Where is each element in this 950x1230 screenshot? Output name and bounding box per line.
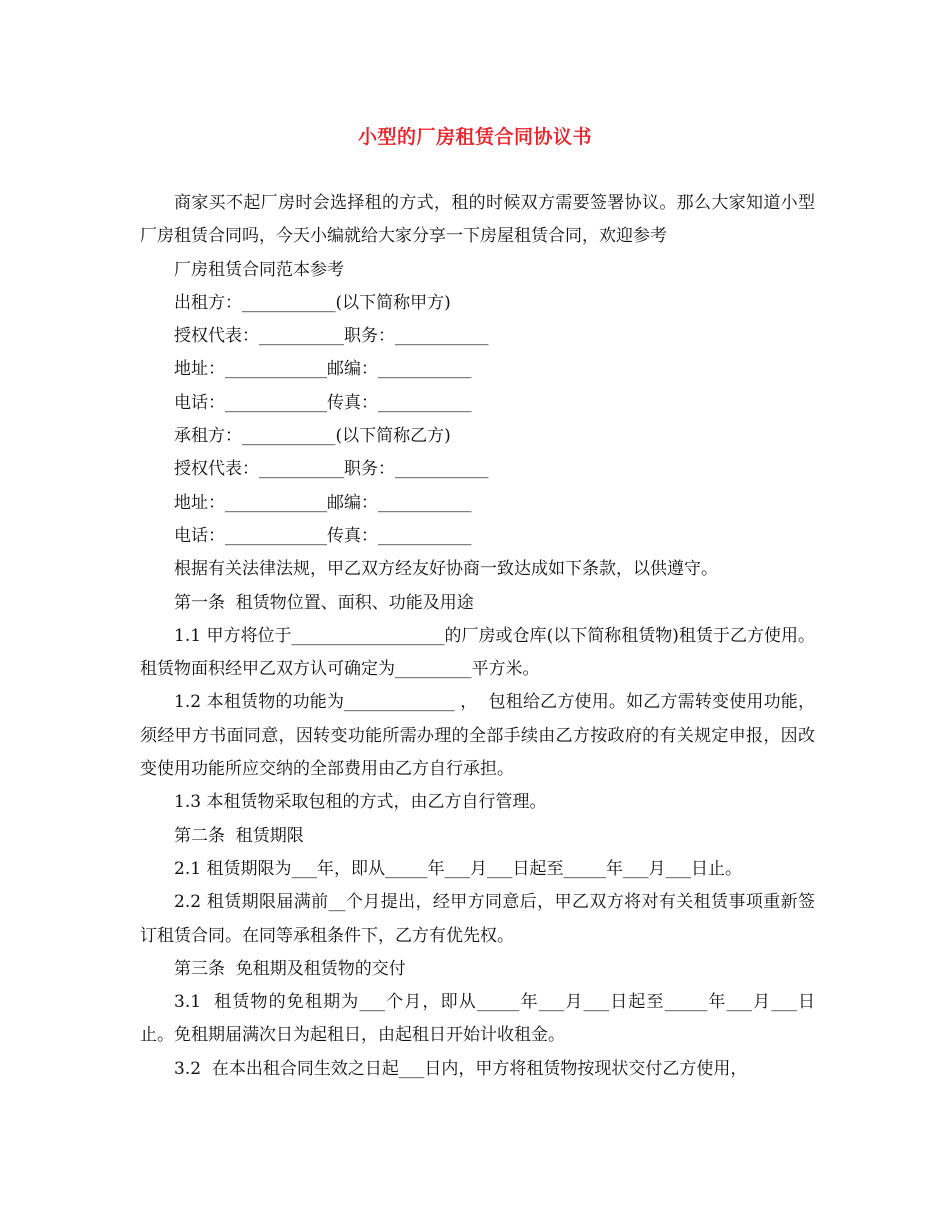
paragraph-lessor-address: 地址：____________邮编：___________ bbox=[174, 359, 472, 380]
article-3-heading: 第三条 免租期及租赁物的交付 bbox=[174, 958, 406, 979]
article-1-heading: 第一条 租赁物位置、面积、功能及用途 bbox=[174, 592, 474, 613]
paragraph-lessee-representative: 授权代表：__________职务：___________ bbox=[174, 459, 489, 480]
paragraph-lessor-representative: 授权代表：__________职务：___________ bbox=[174, 326, 489, 347]
paragraph-preamble: 根据有关法律法规，甲乙双方经友好协商一致达成如下条款，以供遵守。 bbox=[174, 559, 718, 580]
paragraph-lessor: 出租方：___________(以下简称甲方) bbox=[174, 292, 451, 313]
clause-1-1: 1.1 甲方将位于__________________的厂房或仓库(以下简称租赁物)租赁于乙方使用。租赁物面积经甲乙双方认可确定为_________平方米。 bbox=[140, 625, 815, 680]
paragraph-template-heading: 厂房租赁合同范本参考 bbox=[174, 259, 344, 280]
clause-1-2: 1.2 本租赁物的功能为_____________ ， 包租给乙方使用。如乙方需转变使用功能，须经甲方书面同意，因转变功能所需办理的全部手续由乙方按政府的有关规定申报，因改变使用功能所应交纳的全部费用由乙方自行承担。 bbox=[140, 692, 815, 780]
paragraph-lessee-address: 地址：____________邮编：___________ bbox=[174, 492, 472, 513]
paragraph-lessee: 承租方：___________(以下简称乙方) bbox=[174, 426, 451, 447]
clause-2-1: 2.1 租赁期限为___年，即从_____年___月___日起至_____年___月___日止。 bbox=[174, 858, 742, 879]
clause-3-2: 3.2 在本出租合同生效之日起___日内，甲方将租赁物按现状交付乙方使用， bbox=[174, 1058, 748, 1079]
article-2-heading: 第二条 租赁期限 bbox=[174, 825, 304, 846]
paragraph-intro: 商家买不起厂房时会选择租的方式，租的时候双方需要签署协议。那么大家知道小型厂房租赁合同吗，今天小编就给大家分享一下房屋租赁合同，欢迎参考 bbox=[140, 193, 815, 247]
clause-1-3: 1.3 本租赁物采取包租的方式，由乙方自行管理。 bbox=[174, 792, 547, 813]
paragraph-lessor-phone: 电话：____________传真：___________ bbox=[174, 392, 472, 413]
clause-3-1: 3.1 租赁物的免租期为___个月，即从_____年___月___日起至_____年___月___日止。免租期届满次日为起租日，由起租日开始计收租金。 bbox=[140, 992, 815, 1046]
document-title: 小型的厂房租赁合同协议书 bbox=[357, 126, 592, 148]
document-body bbox=[140, 187, 815, 1086]
clause-2-2: 2.2 租赁期限届满前__个月提出，经甲方同意后，甲乙双方将对有关租赁事项重新签订租赁合同。在同等承租条件下，乙方有优先权。 bbox=[140, 892, 815, 946]
paragraph-lessee-phone: 电话：____________传真：___________ bbox=[174, 525, 472, 546]
